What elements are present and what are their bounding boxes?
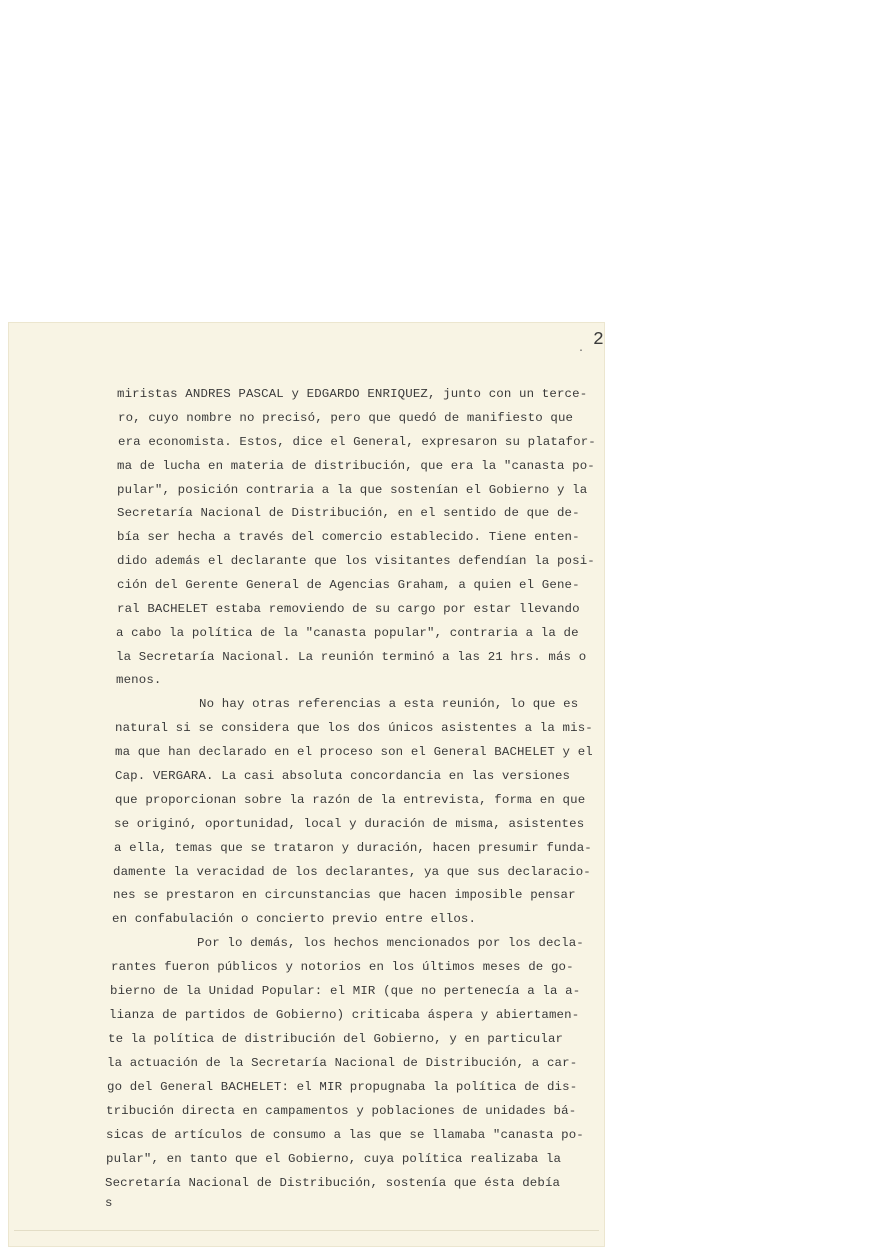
- text-line: ción del Gerente General de Agencias Graham, a quien el Gene-: [117, 578, 580, 592]
- text-line: lianza de partidos de Gobierno) criticaba áspera y abiertamen-: [109, 1008, 580, 1022]
- text-line: la Secretaría Nacional. La reunión terminó a las 21 hrs. más o: [116, 650, 587, 664]
- text-line: Secretaría Nacional de Distribución, sostenía que ésta debía: [105, 1176, 561, 1190]
- text-line: go del General BACHELET: el MIR propugnaba la política de dis-: [107, 1080, 578, 1094]
- corner-mark: .: [578, 344, 585, 355]
- text-line: tribución directa en campamentos y poblaciones de unidades bá-: [106, 1104, 577, 1118]
- text-line: Secretaría Nacional de Distribución, en el sentido de que de-: [117, 506, 580, 520]
- text-line: ma de lucha en materia de distribución, que era la "canasta po-: [117, 459, 595, 473]
- text-line: la actuación de la Secretaría Nacional de Distribución, a car-: [107, 1056, 578, 1070]
- page-number: 2: [593, 330, 604, 350]
- text-line: se originó, oportunidad, local y duración de misma, asistentes: [114, 817, 585, 831]
- text-line: No hay otras referencias a esta reunión, lo que es: [108, 697, 579, 711]
- text-line: ro, cuyo nombre no precisó, pero que quedó de manifiesto que: [118, 411, 574, 425]
- text-line: bierno de la Unidad Popular: el MIR (que no pertenecía a la a-: [110, 984, 581, 998]
- text-line: a cabo la política de la "canasta popular", contraria a la de: [116, 626, 579, 640]
- text-line: ma que han declarado en el proceso son el General BACHELET y el: [115, 745, 593, 759]
- text-line: nes se prestaron en circunstancias que hacen imposible pensar: [113, 888, 576, 902]
- text-line: Cap. VERGARA. La casi absoluta concordancia en las versiones: [115, 769, 571, 783]
- text-line: sicas de artículos de consumo a las que se llamaba "canasta po-: [106, 1128, 584, 1142]
- text-line: pular", posición contraria a la que sostenían el Gobierno y la: [117, 483, 588, 497]
- page-edge-rule: [14, 1230, 599, 1231]
- text-line: natural si se considera que los dos únicos asistentes a la mis-: [115, 721, 593, 735]
- text-line: menos.: [116, 673, 162, 687]
- text-line: ral BACHELET estaba removiendo de su cargo por estar llevando: [117, 602, 580, 616]
- text-line: te la política de distribución del Gobierno, y en particular: [108, 1032, 564, 1046]
- text-line: s: [105, 1196, 113, 1210]
- text-line: damente la veracidad de los declarantes, ya que sus declaracio-: [113, 865, 591, 879]
- text-line: era economista. Estos, dice el General, expresaron su platafor-: [118, 435, 596, 449]
- text-line: miristas ANDRES PASCAL y EDGARDO ENRIQUEZ, junto con un terce-: [117, 387, 588, 401]
- text-line: bía ser hecha a través del comercio establecido. Tiene enten-: [117, 530, 580, 544]
- text-line: a ella, temas que se trataron y duración, hacen presumir funda-: [114, 841, 592, 855]
- text-line: pular", en tanto que el Gobierno, cuya política realizaba la: [106, 1152, 562, 1166]
- text-line: Por lo demás, los hechos mencionados por los decla-: [106, 936, 584, 950]
- text-line: que proporcionan sobre la razón de la entrevista, forma en que: [115, 793, 586, 807]
- text-line: rantes fueron públicos y notorios en los últimos meses de go-: [111, 960, 574, 974]
- text-line: en confabulación o concierto previo entre ellos.: [112, 912, 477, 926]
- text-line: dido además el declarante que los visitantes defendían la posi-: [117, 554, 595, 568]
